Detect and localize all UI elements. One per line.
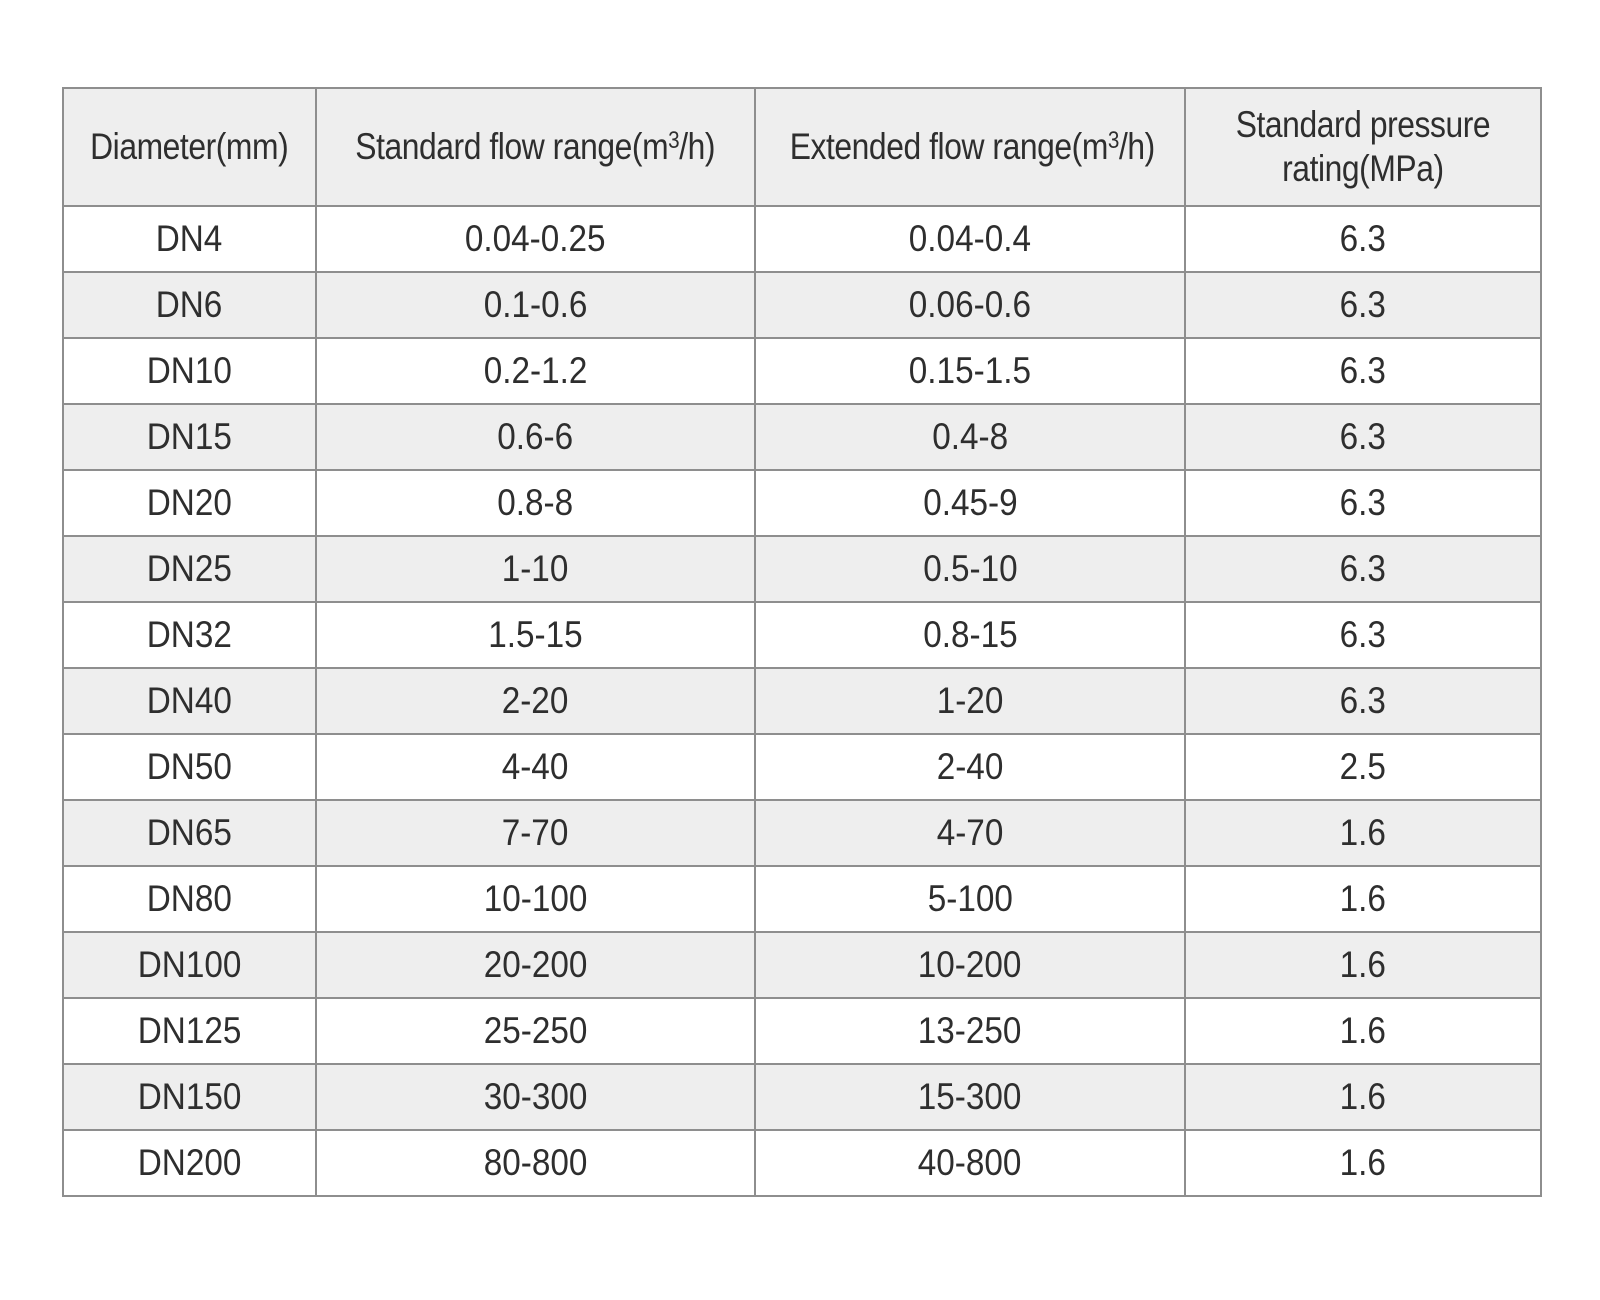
cell-standard-flow-text: 0.6-6 [497, 416, 574, 457]
cell-extended-flow-text: 4-70 [936, 812, 1004, 853]
cell-standard-flow-text: 4-40 [502, 746, 569, 787]
cell-extended-flow [755, 272, 1185, 338]
cell-extended-flow [755, 404, 1185, 470]
header-standard-flow-exponent: 3 [668, 127, 680, 154]
cell-pressure-rating-text: 6.3 [1339, 680, 1387, 721]
cell-pressure-rating-text: 6.3 [1339, 614, 1387, 655]
cell-extended-flow [755, 470, 1185, 536]
table-row [63, 998, 1541, 1064]
cell-extended-flow [755, 1130, 1185, 1196]
cell-extended-flow-text: 0.06-0.6 [908, 284, 1032, 325]
header-pressure-rating [1185, 88, 1541, 206]
cell-extended-flow-text: 0.15-1.5 [908, 350, 1032, 391]
cell-standard-flow-text: 0.04-0.25 [465, 218, 606, 259]
cell-pressure-rating-text: 6.3 [1339, 218, 1387, 259]
cell-diameter-text: DN20 [146, 482, 233, 523]
table-row [63, 470, 1541, 536]
cell-pressure-rating-text: 2.5 [1339, 746, 1387, 787]
table-row [63, 668, 1541, 734]
cell-diameter-text: DN15 [146, 416, 233, 457]
cell-extended-flow-text: 2-40 [936, 746, 1004, 787]
table-row [63, 404, 1541, 470]
cell-pressure-rating [1185, 272, 1541, 338]
cell-diameter [63, 866, 316, 932]
cell-pressure-rating-text: 6.3 [1339, 416, 1387, 457]
cell-pressure-rating [1185, 1130, 1541, 1196]
header-standard-flow-suffix: /h) [679, 126, 716, 167]
cell-diameter [63, 1130, 316, 1196]
cell-diameter [63, 404, 316, 470]
cell-standard-flow-text: 1.5-15 [488, 614, 583, 655]
cell-diameter [63, 932, 316, 998]
cell-standard-flow [316, 470, 755, 536]
cell-extended-flow-text: 0.45-9 [922, 482, 1018, 523]
header-row [63, 88, 1541, 206]
cell-diameter-text: DN65 [146, 812, 233, 853]
cell-extended-flow-text: 13-250 [918, 1010, 1022, 1051]
cell-diameter-text: DN10 [146, 350, 233, 391]
table-row [63, 1064, 1541, 1130]
cell-extended-flow [755, 734, 1185, 800]
cell-extended-flow [755, 800, 1185, 866]
table-row [63, 206, 1541, 272]
cell-pressure-rating [1185, 536, 1541, 602]
cell-extended-flow [755, 338, 1185, 404]
cell-diameter [63, 800, 316, 866]
cell-diameter [63, 470, 316, 536]
cell-diameter [63, 1064, 316, 1130]
cell-pressure-rating [1185, 206, 1541, 272]
table-row [63, 272, 1541, 338]
cell-extended-flow [755, 932, 1185, 998]
table-row [63, 932, 1541, 998]
cell-standard-flow-text: 0.2-1.2 [483, 350, 588, 391]
cell-standard-flow [316, 1064, 755, 1130]
cell-pressure-rating [1185, 602, 1541, 668]
cell-standard-flow [316, 536, 755, 602]
cell-pressure-rating [1185, 404, 1541, 470]
cell-pressure-rating [1185, 668, 1541, 734]
cell-diameter-text: DN32 [146, 614, 233, 655]
cell-diameter-text: DN40 [146, 680, 233, 721]
cell-standard-flow-text: 1-10 [502, 548, 569, 589]
cell-pressure-rating-text: 1.6 [1339, 1010, 1387, 1051]
cell-extended-flow [755, 1064, 1185, 1130]
cell-pressure-rating [1185, 1064, 1541, 1130]
cell-extended-flow-text: 5-100 [927, 878, 1013, 919]
cell-diameter [63, 536, 316, 602]
cell-pressure-rating-text: 6.3 [1339, 350, 1387, 391]
cell-extended-flow [755, 866, 1185, 932]
cell-pressure-rating [1185, 734, 1541, 800]
cell-standard-flow-text: 0.1-0.6 [483, 284, 588, 325]
cell-diameter-text: DN150 [137, 1076, 242, 1117]
cell-pressure-rating-text: 1.6 [1339, 1076, 1387, 1117]
cell-standard-flow-text: 20-200 [483, 944, 588, 985]
table-body [63, 206, 1541, 1196]
cell-diameter [63, 338, 316, 404]
header-standard-flow [316, 88, 755, 206]
cell-pressure-rating-text: 6.3 [1339, 284, 1387, 325]
cell-pressure-rating-text: 1.6 [1339, 878, 1387, 919]
cell-pressure-rating-text: 1.6 [1339, 1142, 1387, 1183]
cell-extended-flow-text: 1-20 [936, 680, 1004, 721]
cell-diameter-text: DN100 [137, 944, 242, 985]
cell-standard-flow-text: 0.8-8 [497, 482, 574, 523]
cell-pressure-rating-text: 6.3 [1339, 482, 1387, 523]
cell-diameter-text: DN6 [156, 284, 223, 325]
header-diameter [63, 88, 316, 206]
cell-standard-flow-text: 10-100 [483, 878, 588, 919]
cell-pressure-rating-text: 1.6 [1339, 812, 1387, 853]
cell-standard-flow-text: 2-20 [502, 680, 569, 721]
cell-standard-flow-text: 7-70 [502, 812, 569, 853]
cell-pressure-rating-text: 6.3 [1339, 548, 1387, 589]
cell-diameter-text: DN200 [137, 1142, 242, 1183]
cell-extended-flow [755, 536, 1185, 602]
table-row [63, 800, 1541, 866]
cell-standard-flow-text: 25-250 [483, 1010, 588, 1051]
cell-diameter-text: DN80 [146, 878, 233, 919]
header-extended-flow-label [790, 125, 1155, 169]
table-row [63, 734, 1541, 800]
cell-standard-flow [316, 998, 755, 1064]
cell-standard-flow [316, 272, 755, 338]
table-row [63, 866, 1541, 932]
cell-pressure-rating [1185, 866, 1541, 932]
cell-standard-flow [316, 800, 755, 866]
cell-diameter [63, 998, 316, 1064]
header-standard-flow-label [356, 125, 716, 169]
cell-extended-flow-text: 0.4-8 [932, 416, 1008, 457]
cell-standard-flow [316, 404, 755, 470]
cell-extended-flow-text: 0.5-10 [922, 548, 1018, 589]
table-row [63, 338, 1541, 404]
cell-extended-flow-text: 40-800 [918, 1142, 1022, 1183]
cell-pressure-rating [1185, 338, 1541, 404]
cell-extended-flow [755, 206, 1185, 272]
header-extended-flow-prefix: Extended flow range(m [789, 126, 1108, 167]
cell-diameter-text: DN50 [146, 746, 233, 787]
cell-extended-flow [755, 668, 1185, 734]
header-extended-flow [755, 88, 1185, 206]
cell-diameter [63, 206, 316, 272]
header-diameter-label: Diameter(mm) [90, 126, 289, 167]
cell-diameter [63, 272, 316, 338]
header-extended-flow-suffix: /h) [1118, 126, 1155, 167]
cell-standard-flow-text: 80-800 [483, 1142, 588, 1183]
cell-diameter [63, 734, 316, 800]
cell-extended-flow [755, 602, 1185, 668]
cell-extended-flow-text: 15-300 [918, 1076, 1022, 1117]
cell-extended-flow [755, 998, 1185, 1064]
cell-standard-flow [316, 866, 755, 932]
cell-pressure-rating [1185, 998, 1541, 1064]
cell-standard-flow [316, 734, 755, 800]
cell-diameter-text: DN125 [137, 1010, 242, 1051]
cell-extended-flow-text: 0.04-0.4 [908, 218, 1032, 259]
table-row [63, 602, 1541, 668]
cell-pressure-rating [1185, 800, 1541, 866]
cell-standard-flow [316, 338, 755, 404]
cell-diameter [63, 602, 316, 668]
cell-standard-flow [316, 668, 755, 734]
table-row [63, 1130, 1541, 1196]
cell-extended-flow-text: 10-200 [918, 944, 1022, 985]
cell-standard-flow-text: 30-300 [483, 1076, 588, 1117]
cell-standard-flow [316, 602, 755, 668]
cell-diameter [63, 668, 316, 734]
header-extended-flow-exponent: 3 [1107, 127, 1119, 154]
cell-pressure-rating-text: 1.6 [1339, 944, 1387, 985]
cell-diameter-text: DN4 [156, 218, 223, 259]
header-pressure-line2: rating(MPa) [1282, 148, 1444, 189]
cell-pressure-rating [1185, 470, 1541, 536]
cell-standard-flow [316, 932, 755, 998]
cell-pressure-rating [1185, 932, 1541, 998]
header-pressure-line1: Standard pressure [1235, 104, 1491, 145]
cell-standard-flow [316, 1130, 755, 1196]
table-row [63, 536, 1541, 602]
cell-standard-flow [316, 206, 755, 272]
flowmeter-spec-table [62, 87, 1542, 1197]
cell-extended-flow-text: 0.8-15 [922, 614, 1018, 655]
header-standard-flow-prefix: Standard flow range(m [355, 126, 669, 167]
cell-diameter-text: DN25 [146, 548, 233, 589]
